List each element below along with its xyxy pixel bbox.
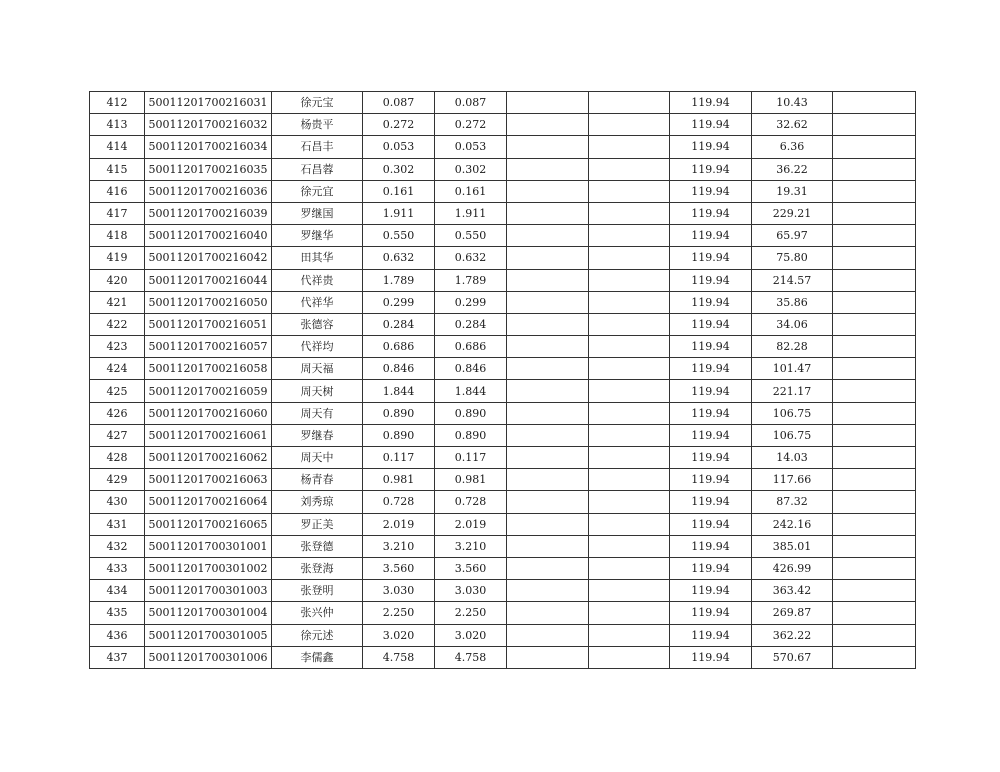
row-number-cell: 414 (90, 136, 145, 158)
household-id-cell: 50011201700216063 (145, 469, 272, 491)
household-id-cell: 50011201700216059 (145, 380, 272, 402)
row-number-cell: 413 (90, 114, 145, 136)
household-id-cell: 50011201700216040 (145, 225, 272, 247)
remarks-cell (833, 136, 916, 158)
area-cell: 1.844 (363, 380, 435, 402)
remarks-cell (833, 646, 916, 668)
unit-price-cell: 119.94 (670, 358, 752, 380)
amount-cell: 229.21 (752, 202, 833, 224)
blank-cell (507, 557, 589, 579)
area-cell: 3.030 (363, 580, 435, 602)
blank-cell (589, 424, 670, 446)
area-cell: 0.686 (363, 336, 435, 358)
amount-cell: 36.22 (752, 158, 833, 180)
household-id-cell: 50011201700216039 (145, 202, 272, 224)
table-row (90, 557, 916, 579)
blank-cell (507, 269, 589, 291)
table-row (90, 202, 916, 224)
name-cell: 周天福 (272, 358, 363, 380)
blank-cell (507, 158, 589, 180)
table-row (90, 447, 916, 469)
blank-cell (507, 491, 589, 513)
name-cell: 徐元宜 (272, 180, 363, 202)
area-cell: 0.890 (363, 402, 435, 424)
remarks-cell (833, 557, 916, 579)
table-row (90, 247, 916, 269)
remarks-cell (833, 580, 916, 602)
blank-cell (507, 247, 589, 269)
area-cell: 0.846 (363, 358, 435, 380)
area-cell: 4.758 (363, 646, 435, 668)
area-cell: 0.284 (363, 313, 435, 335)
name-cell: 张登明 (272, 580, 363, 602)
blank-cell (507, 646, 589, 668)
blank-cell (589, 358, 670, 380)
blank-cell (507, 92, 589, 114)
unit-price-cell: 119.94 (670, 92, 752, 114)
confirmed-area-cell: 3.210 (435, 535, 507, 557)
table-row (90, 358, 916, 380)
amount-cell: 362.22 (752, 624, 833, 646)
name-cell: 代祥均 (272, 336, 363, 358)
blank-cell (589, 602, 670, 624)
area-cell: 0.890 (363, 424, 435, 446)
remarks-cell (833, 158, 916, 180)
unit-price-cell: 119.94 (670, 469, 752, 491)
amount-cell: 269.87 (752, 602, 833, 624)
confirmed-area-cell: 0.632 (435, 247, 507, 269)
blank-cell (507, 513, 589, 535)
area-cell: 0.632 (363, 247, 435, 269)
name-cell: 周天有 (272, 402, 363, 424)
confirmed-area-cell: 3.560 (435, 557, 507, 579)
row-number-cell: 435 (90, 602, 145, 624)
confirmed-area-cell: 0.550 (435, 225, 507, 247)
unit-price-cell: 119.94 (670, 646, 752, 668)
area-cell: 0.087 (363, 92, 435, 114)
name-cell: 石昌蓉 (272, 158, 363, 180)
remarks-cell (833, 247, 916, 269)
confirmed-area-cell: 0.284 (435, 313, 507, 335)
table-row (90, 580, 916, 602)
confirmed-area-cell: 0.299 (435, 291, 507, 313)
blank-cell (589, 225, 670, 247)
blank-cell (589, 291, 670, 313)
table-row (90, 269, 916, 291)
area-cell: 0.272 (363, 114, 435, 136)
blank-cell (589, 202, 670, 224)
blank-cell (589, 469, 670, 491)
unit-price-cell: 119.94 (670, 513, 752, 535)
unit-price-cell: 119.94 (670, 136, 752, 158)
blank-cell (507, 202, 589, 224)
name-cell: 张兴仲 (272, 602, 363, 624)
amount-cell: 32.62 (752, 114, 833, 136)
row-number-cell: 433 (90, 557, 145, 579)
blank-cell (507, 580, 589, 602)
name-cell: 罗继华 (272, 225, 363, 247)
row-number-cell: 417 (90, 202, 145, 224)
blank-cell (507, 447, 589, 469)
table-row (90, 136, 916, 158)
row-number-cell: 437 (90, 646, 145, 668)
amount-cell: 75.80 (752, 247, 833, 269)
household-id-cell: 50011201700301001 (145, 535, 272, 557)
table-row (90, 491, 916, 513)
area-cell: 1.789 (363, 269, 435, 291)
household-id-cell: 50011201700301005 (145, 624, 272, 646)
remarks-cell (833, 358, 916, 380)
table-row (90, 313, 916, 335)
row-number-cell: 428 (90, 447, 145, 469)
row-number-cell: 431 (90, 513, 145, 535)
household-id-cell: 50011201700216044 (145, 269, 272, 291)
household-id-cell: 50011201700216051 (145, 313, 272, 335)
blank-cell (507, 535, 589, 557)
unit-price-cell: 119.94 (670, 580, 752, 602)
unit-price-cell: 119.94 (670, 291, 752, 313)
unit-price-cell: 119.94 (670, 535, 752, 557)
row-number-cell: 425 (90, 380, 145, 402)
household-id-cell: 50011201700301002 (145, 557, 272, 579)
household-id-cell: 50011201700216042 (145, 247, 272, 269)
unit-price-cell: 119.94 (670, 313, 752, 335)
name-cell: 李儒鑫 (272, 646, 363, 668)
blank-cell (507, 291, 589, 313)
area-cell: 0.161 (363, 180, 435, 202)
area-cell: 0.299 (363, 291, 435, 313)
blank-cell (589, 447, 670, 469)
household-id-cell: 50011201700301006 (145, 646, 272, 668)
row-number-cell: 420 (90, 269, 145, 291)
area-cell: 2.250 (363, 602, 435, 624)
amount-cell: 363.42 (752, 580, 833, 602)
remarks-cell (833, 513, 916, 535)
amount-cell: 101.47 (752, 358, 833, 380)
table-row (90, 469, 916, 491)
name-cell: 罗继春 (272, 424, 363, 446)
confirmed-area-cell: 0.981 (435, 469, 507, 491)
confirmed-area-cell: 0.087 (435, 92, 507, 114)
amount-cell: 65.97 (752, 225, 833, 247)
area-cell: 1.911 (363, 202, 435, 224)
remarks-cell (833, 424, 916, 446)
household-id-cell: 50011201700216034 (145, 136, 272, 158)
area-cell: 3.560 (363, 557, 435, 579)
amount-cell: 214.57 (752, 269, 833, 291)
area-cell: 3.020 (363, 624, 435, 646)
remarks-cell (833, 92, 916, 114)
name-cell: 张登海 (272, 557, 363, 579)
name-cell: 周天中 (272, 447, 363, 469)
blank-cell (507, 380, 589, 402)
blank-cell (589, 380, 670, 402)
area-cell: 0.550 (363, 225, 435, 247)
unit-price-cell: 119.94 (670, 602, 752, 624)
name-cell: 代祥贵 (272, 269, 363, 291)
blank-cell (589, 535, 670, 557)
name-cell: 田其华 (272, 247, 363, 269)
confirmed-area-cell: 0.053 (435, 136, 507, 158)
blank-cell (589, 557, 670, 579)
confirmed-area-cell: 0.161 (435, 180, 507, 202)
amount-cell: 426.99 (752, 557, 833, 579)
table-row (90, 114, 916, 136)
row-number-cell: 429 (90, 469, 145, 491)
household-id-cell: 50011201700216060 (145, 402, 272, 424)
area-cell: 0.728 (363, 491, 435, 513)
area-cell: 0.981 (363, 469, 435, 491)
remarks-cell (833, 313, 916, 335)
row-number-cell: 427 (90, 424, 145, 446)
blank-cell (507, 180, 589, 202)
confirmed-area-cell: 2.019 (435, 513, 507, 535)
name-cell: 代祥华 (272, 291, 363, 313)
amount-cell: 117.66 (752, 469, 833, 491)
blank-cell (589, 313, 670, 335)
amount-cell: 385.01 (752, 535, 833, 557)
area-cell: 0.053 (363, 136, 435, 158)
household-id-cell: 50011201700216050 (145, 291, 272, 313)
household-id-cell: 50011201700216032 (145, 114, 272, 136)
blank-cell (589, 402, 670, 424)
table-row (90, 402, 916, 424)
table-row (90, 602, 916, 624)
blank-cell (589, 646, 670, 668)
table-row (90, 380, 916, 402)
blank-cell (589, 158, 670, 180)
confirmed-area-cell: 0.890 (435, 424, 507, 446)
confirmed-area-cell: 4.758 (435, 646, 507, 668)
blank-cell (507, 336, 589, 358)
table-row (90, 535, 916, 557)
row-number-cell: 436 (90, 624, 145, 646)
name-cell: 徐元宝 (272, 92, 363, 114)
blank-cell (589, 513, 670, 535)
remarks-cell (833, 469, 916, 491)
unit-price-cell: 119.94 (670, 447, 752, 469)
amount-cell: 82.28 (752, 336, 833, 358)
confirmed-area-cell: 1.844 (435, 380, 507, 402)
unit-price-cell: 119.94 (670, 624, 752, 646)
amount-cell: 106.75 (752, 402, 833, 424)
confirmed-area-cell: 1.789 (435, 269, 507, 291)
table-row (90, 336, 916, 358)
name-cell: 石昌丰 (272, 136, 363, 158)
remarks-cell (833, 535, 916, 557)
unit-price-cell: 119.94 (670, 402, 752, 424)
name-cell: 罗正美 (272, 513, 363, 535)
row-number-cell: 430 (90, 491, 145, 513)
row-number-cell: 432 (90, 535, 145, 557)
confirmed-area-cell: 3.020 (435, 624, 507, 646)
row-number-cell: 421 (90, 291, 145, 313)
blank-cell (589, 269, 670, 291)
amount-cell: 570.67 (752, 646, 833, 668)
row-number-cell: 422 (90, 313, 145, 335)
blank-cell (589, 136, 670, 158)
name-cell: 罗继国 (272, 202, 363, 224)
table-row (90, 180, 916, 202)
unit-price-cell: 119.94 (670, 225, 752, 247)
unit-price-cell: 119.94 (670, 114, 752, 136)
row-number-cell: 416 (90, 180, 145, 202)
blank-cell (589, 180, 670, 202)
row-number-cell: 415 (90, 158, 145, 180)
remarks-cell (833, 114, 916, 136)
confirmed-area-cell: 0.686 (435, 336, 507, 358)
amount-cell: 6.36 (752, 136, 833, 158)
row-number-cell: 419 (90, 247, 145, 269)
blank-cell (589, 491, 670, 513)
household-id-cell: 50011201700216036 (145, 180, 272, 202)
blank-cell (589, 92, 670, 114)
area-cell: 0.302 (363, 158, 435, 180)
amount-cell: 221.17 (752, 380, 833, 402)
row-number-cell: 423 (90, 336, 145, 358)
amount-cell: 106.75 (752, 424, 833, 446)
unit-price-cell: 119.94 (670, 557, 752, 579)
unit-price-cell: 119.94 (670, 180, 752, 202)
remarks-cell (833, 491, 916, 513)
remarks-cell (833, 624, 916, 646)
remarks-cell (833, 402, 916, 424)
table-row (90, 513, 916, 535)
row-number-cell: 424 (90, 358, 145, 380)
blank-cell (507, 469, 589, 491)
household-id-cell: 50011201700216057 (145, 336, 272, 358)
table-row (90, 646, 916, 668)
unit-price-cell: 119.94 (670, 424, 752, 446)
household-id-cell: 50011201700216065 (145, 513, 272, 535)
household-id-cell: 50011201700216062 (145, 447, 272, 469)
unit-price-cell: 119.94 (670, 491, 752, 513)
blank-cell (589, 247, 670, 269)
blank-cell (589, 580, 670, 602)
table-row (90, 225, 916, 247)
blank-cell (507, 424, 589, 446)
unit-price-cell: 119.94 (670, 269, 752, 291)
name-cell: 杨贵平 (272, 114, 363, 136)
confirmed-area-cell: 0.728 (435, 491, 507, 513)
table-row (90, 92, 916, 114)
amount-cell: 14.03 (752, 447, 833, 469)
name-cell: 杨青春 (272, 469, 363, 491)
amount-cell: 19.31 (752, 180, 833, 202)
row-number-cell: 426 (90, 402, 145, 424)
name-cell: 张登德 (272, 535, 363, 557)
confirmed-area-cell: 0.890 (435, 402, 507, 424)
name-cell: 徐元述 (272, 624, 363, 646)
household-id-cell: 50011201700301004 (145, 602, 272, 624)
confirmed-area-cell: 0.846 (435, 358, 507, 380)
household-id-cell: 50011201700216031 (145, 92, 272, 114)
row-number-cell: 434 (90, 580, 145, 602)
blank-cell (507, 624, 589, 646)
household-id-cell: 50011201700216061 (145, 424, 272, 446)
unit-price-cell: 119.94 (670, 380, 752, 402)
blank-cell (507, 402, 589, 424)
confirmed-area-cell: 3.030 (435, 580, 507, 602)
unit-price-cell: 119.94 (670, 336, 752, 358)
confirmed-area-cell: 1.911 (435, 202, 507, 224)
remarks-cell (833, 269, 916, 291)
row-number-cell: 418 (90, 225, 145, 247)
remarks-cell (833, 336, 916, 358)
name-cell: 张德容 (272, 313, 363, 335)
remarks-cell (833, 202, 916, 224)
table-row (90, 424, 916, 446)
remarks-cell (833, 602, 916, 624)
amount-cell: 35.86 (752, 291, 833, 313)
remarks-cell (833, 380, 916, 402)
row-number-cell: 412 (90, 92, 145, 114)
name-cell: 刘秀琼 (272, 491, 363, 513)
blank-cell (507, 136, 589, 158)
table-row (90, 158, 916, 180)
blank-cell (589, 624, 670, 646)
household-id-cell: 50011201700216064 (145, 491, 272, 513)
blank-cell (507, 602, 589, 624)
confirmed-area-cell: 0.272 (435, 114, 507, 136)
remarks-cell (833, 180, 916, 202)
blank-cell (507, 313, 589, 335)
ledger-table (89, 91, 916, 669)
table-row (90, 291, 916, 313)
amount-cell: 242.16 (752, 513, 833, 535)
confirmed-area-cell: 2.250 (435, 602, 507, 624)
confirmed-area-cell: 0.302 (435, 158, 507, 180)
unit-price-cell: 119.94 (670, 202, 752, 224)
blank-cell (589, 114, 670, 136)
remarks-cell (833, 291, 916, 313)
blank-cell (507, 358, 589, 380)
blank-cell (507, 225, 589, 247)
confirmed-area-cell: 0.117 (435, 447, 507, 469)
amount-cell: 87.32 (752, 491, 833, 513)
area-cell: 0.117 (363, 447, 435, 469)
household-id-cell: 50011201700216058 (145, 358, 272, 380)
ledger-body (90, 92, 916, 669)
name-cell: 周天树 (272, 380, 363, 402)
unit-price-cell: 119.94 (670, 158, 752, 180)
amount-cell: 10.43 (752, 92, 833, 114)
household-id-cell: 50011201700301003 (145, 580, 272, 602)
amount-cell: 34.06 (752, 313, 833, 335)
area-cell: 3.210 (363, 535, 435, 557)
household-id-cell: 50011201700216035 (145, 158, 272, 180)
blank-cell (589, 336, 670, 358)
unit-price-cell: 119.94 (670, 247, 752, 269)
blank-cell (507, 114, 589, 136)
area-cell: 2.019 (363, 513, 435, 535)
table-row (90, 624, 916, 646)
remarks-cell (833, 225, 916, 247)
remarks-cell (833, 447, 916, 469)
